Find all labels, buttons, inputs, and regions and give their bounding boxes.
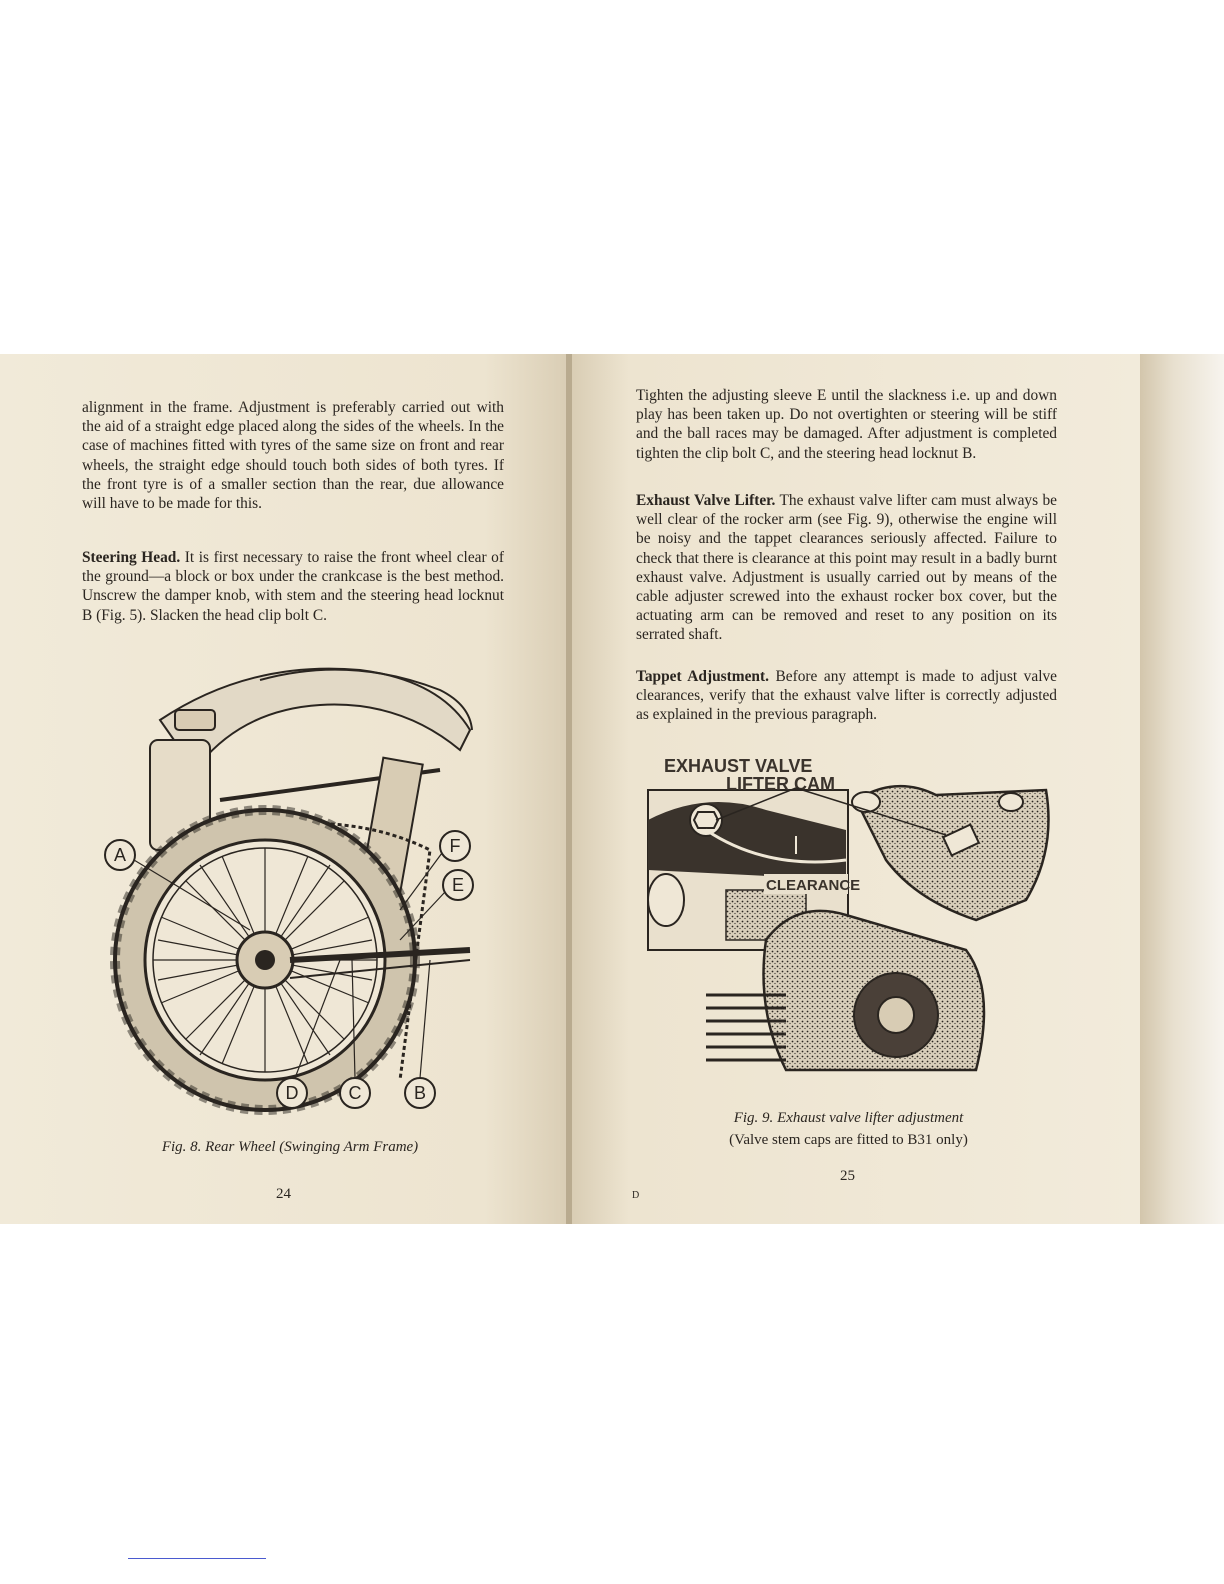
- rear-wheel-illustration: [100, 660, 480, 1130]
- page-number-right: 25: [840, 1168, 855, 1184]
- label-exhaust-valve: EXHAUST VALVE: [664, 756, 813, 776]
- label-clearance: CLEARANCE: [766, 877, 861, 894]
- right-paragraph-exhaust: [636, 491, 1057, 645]
- left-paragraph-steering-head: [82, 548, 504, 625]
- signature-mark: D: [632, 1190, 640, 1201]
- label-c: C: [348, 1083, 362, 1103]
- fig9-note: (Valve stem caps are fitted to B31 only): [729, 1132, 968, 1148]
- page-edge-shadow: [1140, 354, 1224, 1224]
- fig8-number: Fig. 8.: [161, 1139, 202, 1155]
- right-paragraph-tighten: Tighten the adjusting sleeve E until the slackness i.e. up and down play has been taken up. Do not overtighten or steering will be stiff and the ball races may be damaged. After adjustment is completed tighten the clip bolt C, and the steering head locknut B.: [636, 387, 1057, 462]
- label-b: B: [413, 1083, 427, 1103]
- fig9-number: Fig. 9.: [733, 1110, 774, 1126]
- steering-head-heading: Steering Head.: [82, 549, 181, 566]
- steering-head-text: It is first necessary to raise the front wheel clear of the ground—a block or box under the crankcase is the best method. Unscrew the damper knob, with stem and the steering head locknut B (Fig. 5). Slacken the head clip bolt C.: [82, 549, 505, 624]
- tappet-text: Before any attempt is made to adjust valve clearances, verify that the exhaust valve lifter is correctly adjusted as explained in the previous paragraph.: [636, 668, 1057, 724]
- exhaust-valve-illustration: [646, 750, 1056, 1090]
- exhaust-heading: Exhaust Valve Lifter.: [636, 492, 776, 509]
- left-paragraph-alignment: alignment in the frame. Adjustment is preferably carried out with the aid of a straight edge placed along the sides of the wheels. In the case of machines fitted with tyres of the same size on front and rear wheels, the straight edge should touch both sides of both tyres. If the front tyre is of a smaller section than the rear, due allowance will have to be made for this.: [82, 399, 504, 513]
- fig9-caption: [646, 1108, 1051, 1128]
- fig9-title: Exhaust valve lifter adjustment: [777, 1110, 964, 1126]
- footer-underline: [128, 1558, 266, 1559]
- fig8-caption: [100, 1137, 480, 1157]
- label-a: A: [113, 845, 127, 865]
- label-d: D: [285, 1083, 299, 1103]
- fig8-title: Rear Wheel (Swinging Arm Frame): [205, 1139, 419, 1155]
- tappet-heading: Tappet Adjustment.: [636, 668, 769, 685]
- label-f: F: [449, 836, 461, 856]
- right-paragraph-tappet: [636, 667, 1057, 725]
- page-number-left: 24: [276, 1186, 291, 1202]
- label-e: E: [451, 875, 465, 895]
- exhaust-text: The exhaust valve lifter cam must always be well clear of the rocker arm (see Fig. 9), otherwise the engine will be noisy and the tappet clearances seriously affected. Failure to check that there is clearance at this point may result in a badly burnt exhaust valve. Adjustment is usually carried out by means of the cable adjuster screwed into the exhaust rocker box cover, but the actuating arm can be removed and reset to any position on its serrated shaft.: [636, 492, 1057, 644]
- label-lifter-cam: LIFTER CAM: [726, 774, 835, 794]
